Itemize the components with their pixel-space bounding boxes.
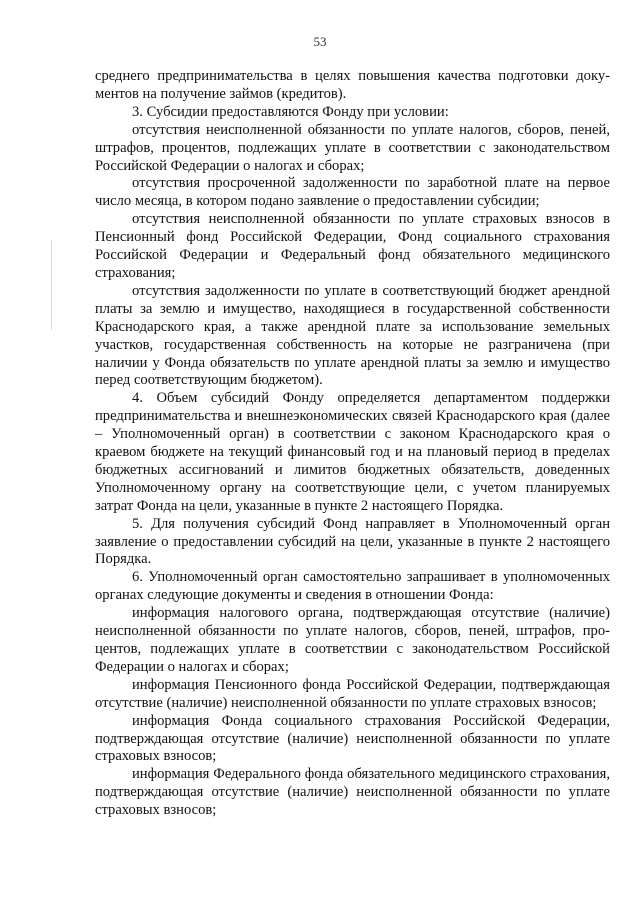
paragraph: среднего предпринимательства в целях повышения качества подготовки документов на получение займов (кредитов). (95, 68, 610, 102)
paragraph: информация Федерального фонда обязательного медицинского страхования, подтверждающая отсутствие (наличие) неисполненной обязанности по уплате страховых взносов; (95, 766, 610, 819)
paragraph: информация Фонда социального страхования Российской Федерации, подтверждающая отсутствие (наличие) неисполненной обязанности по уплате страховых взносов; (95, 712, 610, 765)
paragraph: отсутствия просроченной задолженности по заработной плате на первое число месяца, в котором подано заявление о предоставлении субсидии; (95, 175, 610, 210)
paragraph: отсутствия задолженности по уплате в соответствующий бюджет арендной платы за землю и имущество, находящиеся в государственной собственности Краснодарского края, а также арендной плате за использование земельных участков, государственная собственность на которые не разграничена (при наличии у Фонда обязательств по уплате арендной платы за землю и имущество перед соответствующим бюджетом). (95, 282, 610, 389)
paragraph: 3. Субсидии предоставляются Фонду при условии: (132, 103, 449, 120)
document-body (95, 68, 610, 820)
page-number: 53 (313, 34, 327, 49)
margin-mark (51, 240, 52, 330)
paragraph: информация Пенсионного фонда Российской Федерации, подтверждающая отсутствие (наличие) неисполненной обязанности по уплате страховых взносов; (95, 676, 610, 711)
paragraph: 6. Уполномоченный орган самостоятельно запрашивает в уполномоченных органах следующие документы и сведения в отношении Фонда: (95, 569, 610, 604)
paragraph: отсутствия неисполненной обязанности по уплате страховых взносов в Пенсионный фонд Российской Федерации, Фонд социального страхования Российской Федерации и Федеральный фонд обязательного медицинского страхования; (95, 211, 610, 281)
paragraph: 5. Для получения субсидий Фонд направляет в Уполномоченный орган заявление о предоставлении субсидий на цели, указанные в пункте 2 настоящего Порядка. (95, 515, 610, 568)
paragraph: информация налогового органа, подтверждающая отсутствие (наличие) неисполненной обязанности по уплате налогов, сборов, пеней, штрафов, процентов, подлежащих уплате в соответствии с законодательством Российской Федерации о налогах и сборах; (95, 605, 610, 675)
paragraph: 4. Объем субсидий Фонду определяется департаментом поддержки предпринимательства и внешнеэкономических связей Краснодарского края (далее – Уполномоченный орган) в соответствии с законом Краснодарского края о краевом бюджете на текущий финансовый год и на плановый период в пределах бюджетных ассигнований и лимитов бюджетных обязательств, доведенных Уполномоченному органу на соответствующие цели, с учетом планируемых затрат Фонда на цели, указанные в пункте 2 настоящего Порядка. (95, 390, 610, 514)
paragraph: отсутствия неисполненной обязанности по уплате налогов, сборов, пеней, штрафов, процентов, подлежащих уплате в соответствии с законодательством Российской Федерации о налогах и сборах; (95, 121, 610, 174)
